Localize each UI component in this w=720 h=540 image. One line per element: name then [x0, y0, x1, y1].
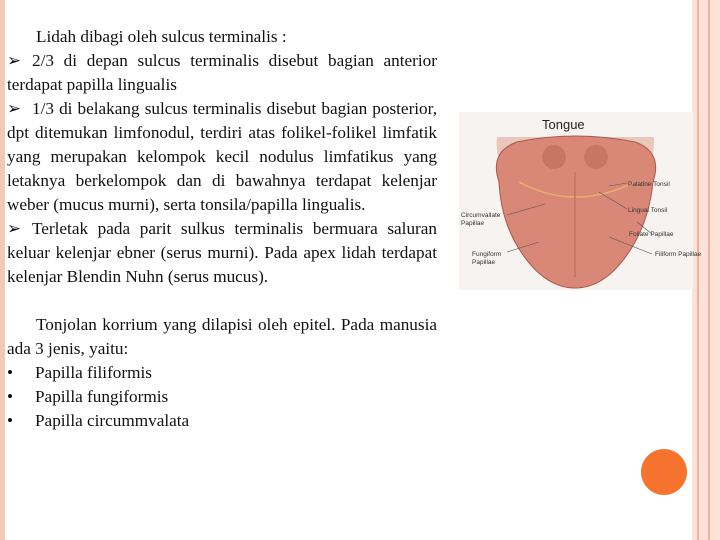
- tongue-illustration: [459, 112, 702, 290]
- label-filiform: Filiform Papillae: [655, 251, 702, 258]
- paragraph-intro: Lidah dibagi oleh sulcus terminalis :: [36, 27, 287, 46]
- arrow-bullet-icon: ➢: [7, 51, 22, 70]
- label-circumvallate-2: Papillae: [461, 220, 485, 227]
- bullet-icon: •: [7, 387, 14, 406]
- right-decor-line: [708, 0, 710, 540]
- arrow-bullet-icon: ➢: [7, 219, 22, 238]
- list-item: • Papilla circummvalata: [7, 409, 437, 433]
- bullet-icon: •: [7, 411, 14, 430]
- right-decor-line: [697, 0, 699, 540]
- arrow-point: ➢ 1/3 di belakang sulcus terminalis disebut bagian posterior, dpt ditemukan limfonodul, terdiri atas folikel-folikel limfatik yang merupakan kelompok kecil nodulus limfatikus yang letaknya berkelompok dan di bawahnya terdapat kelenjar weber (mucus murni), serta tonsila/papilla lingualis.: [7, 99, 437, 214]
- list-item: • Papilla fungiformis: [7, 385, 437, 409]
- label-foliate: Foliate Papillae: [629, 231, 674, 238]
- bullet-icon: •: [7, 363, 14, 382]
- list-item: • Papilla filiformis: [7, 361, 437, 385]
- lingual-tonsil: [542, 145, 566, 169]
- left-border: [0, 0, 5, 540]
- figure-title: Tongue: [542, 117, 585, 132]
- label-circumvallate: Circumvallate: [461, 212, 501, 219]
- label-lingual-tonsil: Lingual Tonsil: [628, 207, 668, 214]
- label-palatine-tonsil: Palatine Tonsil: [628, 181, 670, 188]
- label-fungiform-2: Papillae: [472, 259, 496, 266]
- slide-text: [7, 25, 437, 433]
- lingual-tonsil: [584, 145, 608, 169]
- label-fungiform: Fungiform: [472, 251, 502, 258]
- orange-decor-circle: [641, 449, 687, 495]
- arrow-point: ➢ 2/3 di depan sulcus terminalis disebut bagian anterior terdapat papilla lingualis: [7, 51, 437, 94]
- arrow-point: ➢ Terletak pada parit sulkus terminalis bermuara saluran keluar kelenjar ebner (serus murni). Pada apex lidah terdapat kelenjar Blendin Nuhn (serus mucus).: [7, 219, 437, 286]
- arrow-bullet-icon: ➢: [7, 99, 22, 118]
- paragraph-intro: Tonjolan korrium yang dilapisi oleh epitel. Pada manusia ada 3 jenis, yaitu:: [7, 315, 437, 358]
- tongue-figure: [459, 112, 702, 290]
